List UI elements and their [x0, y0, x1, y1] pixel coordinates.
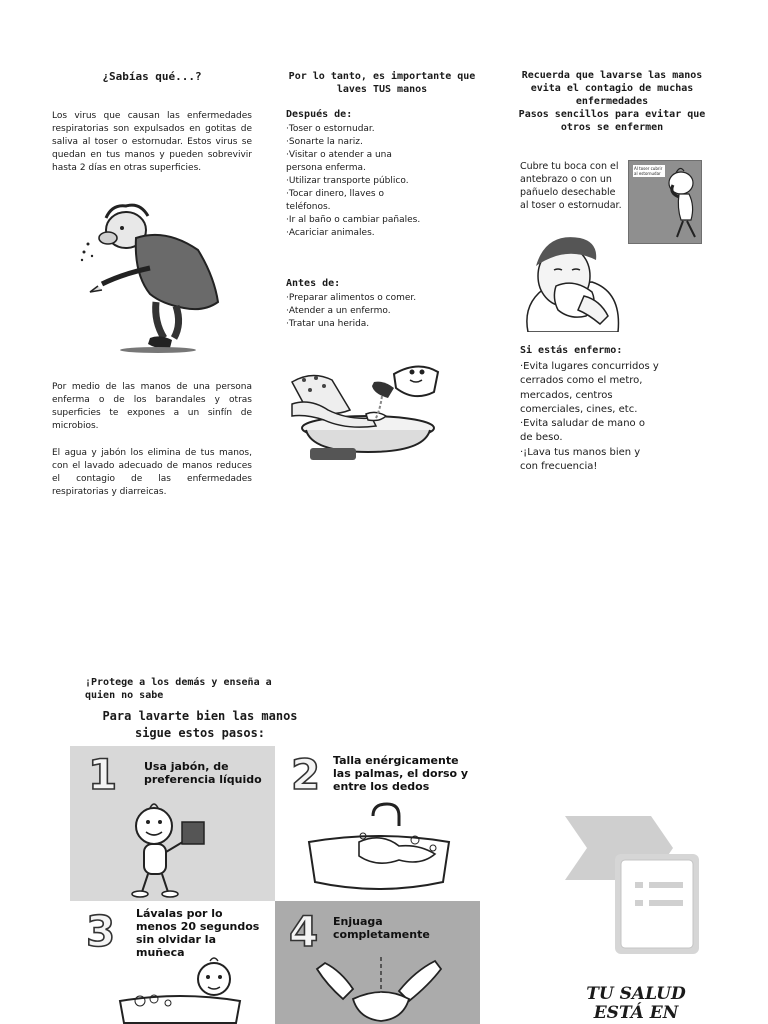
column1-paragraph-2: Por medio de las manos de una persona enferma o de los barandales y otras superficies te expones a un sinfín de microbios.: [52, 382, 252, 431]
illustration-caption: Al toser cubrir al estornudar: [633, 165, 665, 177]
list-item: ·Evita saludar de mano o de beso.: [520, 418, 645, 444]
list-item: ·Evita lugares concurridos y cerrados como el metro, mercados, centros comerciales, cines, etc.: [520, 361, 659, 415]
cover-title: TU SALUD ESTÁ EN: [586, 984, 686, 1023]
step-text: Usa jabón, de preferencia líquido: [144, 760, 262, 786]
list-item: ·Toser o estornudar.: [286, 124, 375, 134]
list-item: ·Acariciar animales.: [286, 228, 375, 238]
sick-heading: Si estás enfermo:: [520, 345, 623, 356]
step-text: Lávalas por lo menos 20 segundos sin olvidar la muñeca: [136, 907, 260, 959]
column1-paragraph-3: El agua y jabón los elimina de tus manos, con el lavado adecuado de manos reduces el contagio de las enfermedades respiratorias y diarreicas.: [52, 448, 252, 497]
step-number: 3: [86, 907, 116, 956]
list-item: ·Ir al baño o cambiar pañales.: [286, 215, 421, 225]
after-list: [286, 123, 426, 240]
hand-washing-steps-grid: [70, 746, 480, 1024]
cough-cover-illustration: [628, 160, 702, 244]
step-text: Enjuaga completamente: [333, 915, 430, 941]
step-number: 1: [88, 750, 118, 799]
cover-mouth-text: Cubre tu boca con el antebrazo o con un pañuelo desechable al toser o estornudar.: [520, 161, 622, 211]
column2-heading: Por lo tanto, es importante que laves TUS manos: [288, 71, 476, 95]
washing-wrist-character-illustration: [110, 957, 260, 1024]
scrubbing-hands-illustration: [303, 802, 463, 896]
rinsing-hands-illustration: [305, 957, 465, 1024]
column1-paragraph-1: Los virus que causan las enfermedades respiratorias son expulsados en gotitas de saliva al toser o estornudar. Estos virus se quedan en tus manos y pueden sobrevivir hasta 2 días en otras superficies.: [52, 111, 252, 173]
step-2: [275, 746, 480, 901]
step-4: [275, 901, 480, 1024]
column3-heading: Recuerda que lavarse las manos evita el contagio de muchas enfermedades Pasos sencillos para evitar que otros se enfermen: [518, 70, 706, 133]
step-number: 4: [289, 907, 319, 956]
list-item: ·¡Lava tus manos bien y con frecuencia!: [520, 446, 641, 473]
list-item: ·Tocar dinero, llaves o teléfonos.: [286, 189, 384, 212]
hand-washing-basin-illustration: [290, 352, 450, 467]
step-number: 2: [291, 750, 321, 799]
column1-heading: ¿Sabías qué...?: [102, 70, 202, 83]
steps-heading: Para lavarte bien las manos sigue estos pasos:: [102, 709, 298, 740]
list-item: ·Utilizar transporte público.: [286, 176, 409, 186]
document-icon: [565, 816, 700, 956]
step-text: Talla enérgicamente las palmas, el dorso y entre los dedos: [333, 754, 469, 793]
soap-character-illustration: [120, 798, 220, 898]
list-item: ·Atender a un enfermo.: [286, 306, 391, 316]
list-item: ·Preparar alimentos o comer.: [286, 293, 417, 303]
sick-list: [520, 360, 660, 474]
list-item: ·Tratar una herida.: [286, 319, 370, 329]
man-with-handkerchief-illustration: [518, 236, 622, 332]
step-3: [70, 901, 275, 1024]
after-heading: Después de:: [286, 109, 353, 120]
before-heading: Antes de:: [286, 278, 341, 289]
before-list: [286, 292, 426, 331]
step-1: [70, 746, 275, 901]
sneezing-man-illustration: [78, 198, 238, 358]
list-item: ·Sonarte la nariz.: [286, 137, 363, 147]
protect-others-text: ¡Protege a los demás y enseña a quien no sabe: [85, 677, 272, 701]
list-item: ·Visitar o atender a una persona enferma.: [286, 150, 392, 173]
